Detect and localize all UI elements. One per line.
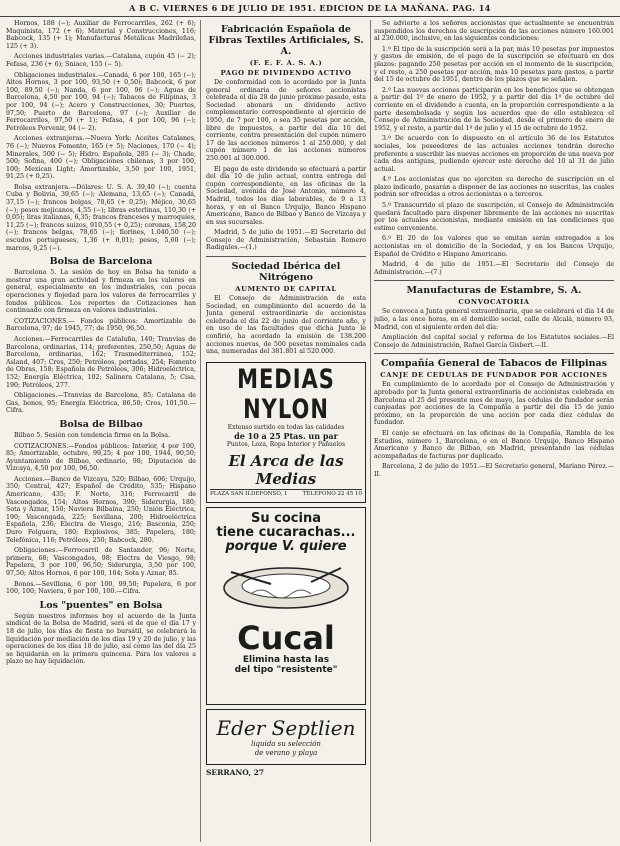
paragraph: El pago de este dividendo se efectuará a partir del día 10 de julio actual, contra entrega del cupón correspondiente, en las oficinas de la Sociedad, avenida de José Antonio, número 4, Madrid, todos los días laborables, de 9 a 13 horas, y en el Banco Urquijo, Banco Hispano Americano, Banco de Bilbao y Banco de Vizcaya y en sus sucursales. (206, 165, 366, 226)
paragraph: Obligaciones.—Tranvías de Barcelona, 85; Catalana de Gas, bonos, 95; Energía Eléctrica, 86,50; Cros, 101,50.—Cifra. (6, 392, 196, 415)
paragraph: En cumplimiento de lo acordado por el Consejo de Administración y aprobado por la Junta general extraordinaria de accionistas celebrada en Barcelona el 25 del presente mes de mayo, las cédulas de fundador serán canjeadas por acciones de la Compañía a partir del día 15 de junio próximo, en la proporción de una acción por cada diez cédulas de fundador. (374, 381, 614, 427)
paragraph: Se convoca a Junta general extraordinaria, que se celebrará el día 14 de julio, a las once horas, en el domicilio social, calle de Alcalá, número 93, Madrid, con el siguiente orden del día: (374, 308, 614, 331)
section-title-tabacos: Compañía General de Tabacos de Filipinas (380, 358, 608, 370)
paragraph: De conformidad con lo acordado por la Junta general ordinaria de señores accionistas celebrada el día 28 de junio próximo pasado, esta Sociedad abonará un dividendo activo complementario correspondiente al ejercicio de 1950, de 7 por 100, o sea 35 pesetas por acción, libre de impuestos, a partir del día 10 del corriente, contra presentación del cupón número 17 de las acciones números 1 al 250.000, y del cupón número 1 de las acciones números 250.001 al 300.000. (206, 79, 366, 162)
paragraph: Madrid, 4 de julio de 1951.—El Secretario del Consejo de Administración.—(7.) (374, 261, 614, 276)
column-1 (6, 20, 196, 840)
ad-address-right: TELEFONO 22 45 10 (302, 490, 362, 497)
paragraph: Obligaciones industriales.—Canadá, 6 por 100, 165 (−); Altos Hornos, 3 por 100, 93,50 (+ 0,50); Babcock, 6 por 100, 89,50 (−); Nanda, 6 por 100, 96 (−); Aguas de Barcelona, 4,50 por 100, 94 (−); Tabacos de Filipinas, 3 por 100, 94 (−); Acero y Construcciones, 30; Puertos, 97,50; Puerto de Barcelona, 97 (−); Auxiliar de Ferrocarriles, 97,50 (+ 1); Fefasa, 4 por 100, 96 (−); Petróleos Porvenir, 94 (− 2). (6, 71, 196, 132)
section-subtitle: CANJE DE CEDULAS DE FUNDADOR POR ACCIONES (380, 371, 608, 380)
paragraph: Acciones.—Banco de Vizcaya, 520; Bilbao, 606; Urquijo, 350; Central, 427; Español de Crédito, 535; Hispano Americano, 435; F. Norte, 316; Ferrocarril de Vascongados, 154; Altos Hornos, 390; Siderurgia, 180; Sota y Aznar, 150; Naviera Bilbaína, 250; Unión Eléctrica, 190; Vascongada, 225; Sevillana, 200; Hidroeléctrica Española, 236; Electra de Viesgo, 216; Basconia, 250; Duro Felguera, 180; Explosivos, 385; Papelera, 180; Telefónica, 116; Petróleos, 250; Babcock, 280. (6, 475, 196, 544)
ad-headline: porque V. quiere (225, 539, 347, 555)
ad-line: de 10 a 25 Ptas. un par (234, 430, 338, 441)
ad-brand: Eder Septlien (216, 716, 356, 741)
paragraph: Acciones extranjeras.—Nueva York: Aceites Catalanes, 76 (−); Nuevos Fomento, 165 (+ 5); Naciones, 170 (− 4); Minerales, 500 (− 5); Hidro. Española, 285 (− 3); Chade, 500; Sofina, 400 (−); Obligaciones chilenas, 3 por 100, 100; Mexican Light; Amortizable, 3,50 por 100, 1951, 91,25 (+ 0,25). (6, 135, 196, 181)
paragraph: 5.º Transcurrido el plazo de suscripción, el Consejo de Administración quedará facultado para disponer libremente de las acciones no suscritas por los actuales accionistas, mediante emisión en las condiciones que estime conveniente. (374, 202, 614, 232)
paragraph: Acciones industriales varias.—Catalana, cupón 45 (− 2); Fefasa, 236 (+ 6); Sniace, 155 (− 5). (6, 53, 196, 68)
paragraph: Bonos.—Sevillana, 6 por 100, 99,50; Papelera, 6 por 100, 100; Naviera, 6 por 100, 100.—Cifra. (6, 580, 196, 596)
paragraph: Obligaciones.—Ferrocarril de Santander, 96; Norte, primera, 68; Vascongados, 98; Electra de Viesgo, 98; Papelera, 3 por 100, 96,50; Siderurgia, 3,50 por 100, 97,50; Altos Hornos, 6 por 100, 104; Sota y Aznar, 85. (6, 547, 196, 577)
paragraph: El canje se efectuará en las oficinas de la Compañía, Rambla de los Estudios, número 1, Barcelona, o en el Banco Urquijo, Banco Hispano Americano y Banco de Bilbao, en Madrid, presentando las cédulas acompañadas de facturas por duplicado. (374, 429, 614, 460)
paragraph: 6.º El 20 de los valores que se emitan serán entregados a los accionistas en el domicilio de la Sociedad, y en los Bancos Urquijo, Español de Crédito e Hispano Americano. (374, 235, 614, 258)
advertisement-cucal (206, 507, 366, 705)
paragraph: Barcelona 5. La sesión de hoy en Bolsa ha tenido a mostrar una gran actividad y firmeza en los valores en general, especialmente en los industriales, con pocas operaciones y flojedad para los valores de ferrocarriles y fondos públicos. Los reportes de Cotizaciones han continuado con firmeza en valores industriales. (6, 269, 196, 315)
ad-brand: Cucal (237, 619, 335, 657)
paragraph: COTIZACIONES.—Fondos públicos: Interior, 4 por 100, 85; Amortizable, octubre, 99,25; 4 por 100, 1944, 90,50; Ayuntamiento de Bilbao, ordinario, 98; Diputación de Vizcaya, 4,50 por 100, 96,50. (6, 442, 196, 473)
ad-address (210, 489, 362, 499)
column-3 (374, 20, 614, 840)
ad-tagline: liquida su selección (251, 740, 321, 749)
paragraph: Bilbao 5. Sesión con tendencia firme en la Bolsa. (14, 431, 171, 439)
section-title-fefasa: Fabricación Española de Fibras Textiles Artificiales, S. A. (208, 24, 364, 57)
paragraph: Ampliación del capital social y reforma de los Estatutos sociales.—El Consejo de Administración, Rafael García Gisbert.—II. (374, 334, 614, 349)
divider (374, 280, 614, 281)
section-title-bolsa-barcelona: Bolsa de Barcelona (49, 256, 153, 268)
ad-store-name: El Arca de las Medias (228, 451, 344, 488)
column-rule (200, 20, 201, 842)
section-subtitle: (F. E. F. A. S. A.) (249, 59, 323, 67)
ad-address-left: PLAZA SAN ILDEFONSO, 1 (210, 490, 288, 497)
divider (206, 256, 366, 257)
column-rule (370, 20, 371, 842)
ad-headline: Su cocina (251, 511, 321, 527)
ad-title: MEDIAS NYLON (237, 363, 335, 424)
ad-line: Extenso surtido en todas las calidades (227, 423, 345, 431)
paragraph: Madrid, 5 de julio de 1951.—El Secretario del Consejo de Administración, Sebastián Romero Radigales.—(1.) (206, 229, 366, 252)
paragraph: El Consejo de Administración de esta Sociedad, en cumplimiento del acuerdo de la Junta general extraordinaria de accionistas celebrada el día 22 de junio del corriente año, y en uso de las facultades que dicha Junta le confirió, ha acordado la emisión de 138.200 acciones nuevas, de 500 pesetas nominales cada una, numeradas del 381.801 al 520.000. (206, 295, 366, 356)
paragraph: 2.º Las nuevas acciones participarán en los beneficios que se obtengan a partir del 1º de enero de 1952, y a partir del día 1º de octubre del corriente en el dividendo a cuenta, en la proporción correspondiente a la parte desembolsada y según los acuerdos que de ello establezca el Consejo de Administración de la Sociedad, desde el primero de enero de 1952, y el resto, a partir del 1º de julio y el 15 de octubre de 1952. (374, 86, 614, 132)
running-head: A B C. VIERNES 6 DE JULIO DE 1951. EDICION DE LA MAÑANA. PAG. 14 (0, 0, 620, 17)
paragraph: Acciones.—Ferrocarriles de Cataluña, 140; Tranvías de Barcelona, ordinarias, 114; preferentes, 250,50; Aguas de Barcelona, ordinarias, 162; Trasmediterránea, 152; Asland, 407; Cros, 250; Petróleos, portadas, 254; Fomento de Obras, 158; Española de Petróleos, 306; Hidroeléctrica, 152; Energía Eléctrica, 102; Salinera Catalana, 5; Cisa, 190; Petróleos, 277. (6, 335, 196, 389)
paragraph: Se advierte a los señores accionistas que actualmente se encuentran suspendidos los derechos de suscripción de las acciones número 160.001 al 230.000, inclusive, en las siguientes condiciones: (374, 20, 614, 43)
paragraph: 4.º Los accionistas que no ejerciten su derecho de suscripción en el plazo indicado, pasarán a disponer de las acciones no suscritas, las cuales podrán ser ofrecidas a otros accionistas o a terceros. (374, 176, 614, 199)
ad-line: Puntos, Loza, Ropa Interior y Pañuelos (226, 440, 346, 448)
section-title-nitrogeno: Sociedad Ibérica del Nitrógeno (231, 261, 341, 284)
paragraph: Barcelona, 2 de julio de 1951.—El Secretario general, Mariano Pérez.—II. (374, 463, 614, 478)
ad-tagline: de verano y playa (254, 749, 318, 758)
paragraph: COTIZACIONES.— Fondos públicos: Amortizable de Barcelona, 97; de 1945, 77; de 1950, 96,50. (6, 317, 196, 333)
advertisement-medias-nylon (206, 362, 366, 504)
section-title-puentes: Los "puentes" en Bolsa (39, 599, 163, 611)
paragraph: Bolsa extranjera.—Dólares: U. S. A. 39,40 (−); cuenta Cuba y Bolivia, 39,65 (−); Alemana, 13,65 (−); Canadá, 37,15 (−); francos belgas, 78,65 (+ 0,25); Méjico, 30,65 (−); pesos mejicanos, 4,55 (−); libras esterlinas, 110,30 (+ 0,05); liras italianas, 6,35; francos franceses y marroquíes, 11,25 (−); francos suizos, 910,55 (+ 0,25); coronas, 158,20 (−); francos belgas, 78,65 (−); florines, 1.040,50 (−); escudos portugueses, 1,36 (+ 0,01); pesos, 5,60 (−); marcos, 9,25 (−). (6, 183, 196, 252)
advertisement-eder (206, 709, 366, 765)
section-title-estambre: Manufacturas de Estambre, S. A. (406, 285, 582, 297)
paragraph: 3.º De acuerdo con lo dispuesto en el artículo 36 de los Estatutos sociales, los poseedores de las actuales acciones tendrán derecho preferente a suscribir las nuevas acciones en proporción de una nueva por cada dos antiguas, pudiendo ejercer este derecho del 10 al 31 de julio actual. (374, 135, 614, 173)
paragraph: 1.º El tipo de la suscripción será a la par, más 10 pesetas por impuestos y gastos de emisión, de el pago de la suscripción se efectuará en dos plazos: pagando 250 pesetas por acción en el momento de la suscripción, y el resto, a 250 pesetas por acción, más 10 pesetas para gastos, a partir del 15 de octubre de 1951, dentro de los plazos que se señalen. (374, 45, 614, 84)
ad-headline: tiene cucarachas... (216, 525, 356, 541)
section-subtitle: AUMENTO DE CAPITAL (235, 285, 337, 294)
column-2 (206, 20, 366, 840)
ad-footer: Elimina hasta las (242, 655, 330, 665)
section-title-bolsa-bilbao: Bolsa de Bilbao (59, 418, 143, 430)
ad-address: SERRANO, 27 (206, 768, 265, 778)
section-subtitle: CONVOCATORIA (458, 298, 530, 307)
section-subtitle: PAGO DE DIVIDENDO ACTIVO (220, 69, 352, 77)
paragraph: Hornos, 188 (−); Auxiliar de Ferrocarriles, 262 (+ 6); Maquinista, 172 (+ 6); Material y Construcciones, 116; Babcock, 135 (+ 1); Manufacturas Metálicas Madrileñas, 125 (+ 3). (6, 20, 196, 50)
ad-footer: del tipo "resistente" (234, 665, 338, 675)
paragraph: Según nuestros informes hoy el acuerdo de la Junta sindical de la Bolsa de Madrid, será el de que el día 17 y 18 de julio, los días de fiesta no bursátil, se celebrará la liquidación por mediación de los días 19 y 20 de julio, y las operaciones de los días 18 de julio, así como las del día 25 se liquidarán en la primera quincena. Para los valores a plazo no hay liquidación. (6, 612, 196, 666)
dish-illustration-icon (211, 554, 361, 614)
divider (374, 353, 614, 354)
